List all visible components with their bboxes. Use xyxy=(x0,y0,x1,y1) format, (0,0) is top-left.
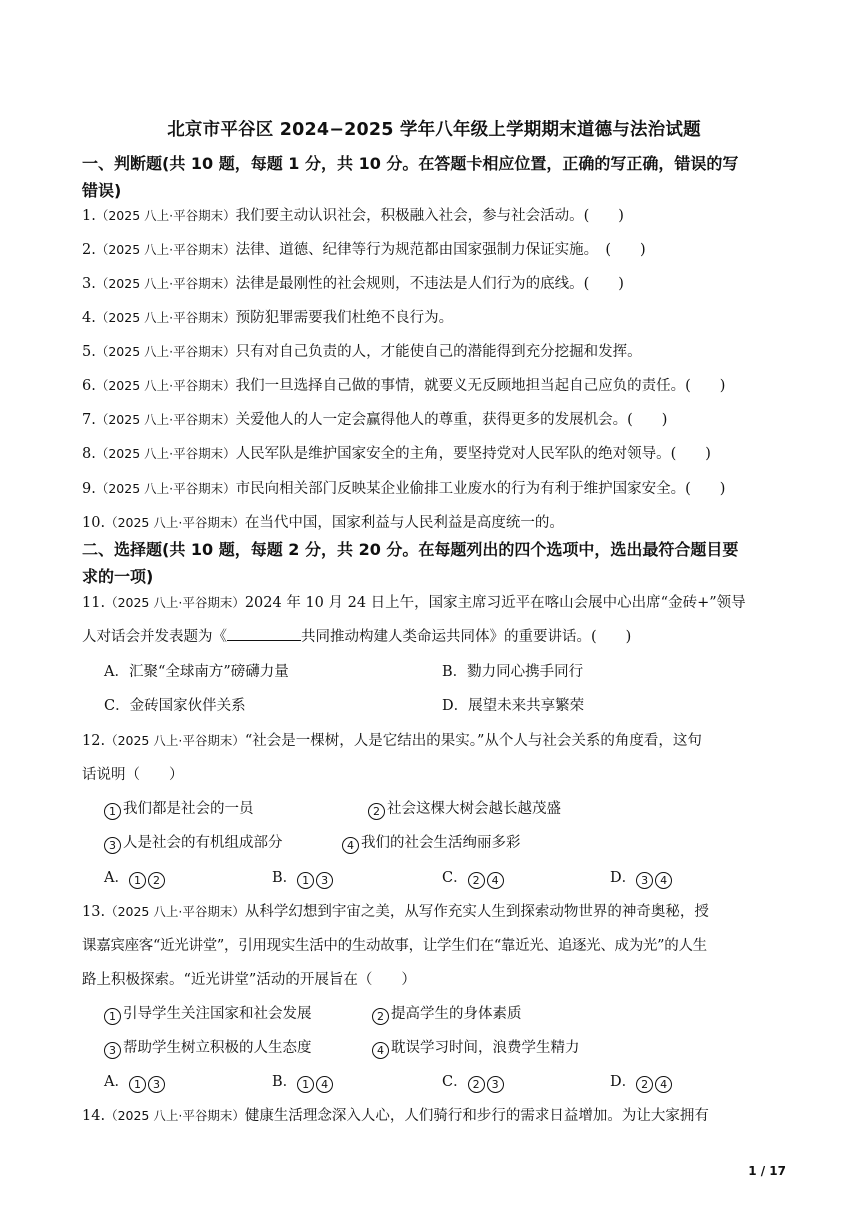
question-number: 9. xyxy=(82,481,96,497)
question-text: 2024 年 10 月 24 日上午，国家主席习近平在喀山会展中心出席“金砖+”领导 xyxy=(244,595,746,611)
statement-1 xyxy=(104,797,254,820)
option-b xyxy=(272,866,335,889)
question-source: （2025 八上·平谷期末） xyxy=(95,412,236,427)
statement-text: 引导学生关注国家和社会发展 xyxy=(123,1006,312,1022)
question-source: （2025 八上·平谷期末） xyxy=(95,481,236,496)
question-7 xyxy=(82,408,794,429)
statement-2 xyxy=(368,797,561,820)
question-text: 只有对自己负责的人，才能使自己的潜能得到充分挖掘和发挥。 xyxy=(235,344,642,360)
statement-text: 我们都是社会的一员 xyxy=(123,801,254,817)
circled-number: 1 xyxy=(104,1008,121,1025)
option-letter: A． xyxy=(104,1074,129,1090)
question-text: 人对话会并发表题为《 xyxy=(82,629,227,645)
question-4 xyxy=(82,306,794,327)
circled-number: 2 xyxy=(468,1076,485,1093)
section-heading-line: 一、判断题(共 10 题，每题 1 分，共 10 分。在答题卡相应位置，正确的写正确，错误的写 xyxy=(82,154,739,173)
circled-number: 1 xyxy=(297,1076,314,1093)
question-11-line2 xyxy=(82,625,794,646)
question-source: （2025 八上·平谷期末） xyxy=(95,446,236,461)
question-source: （2025 八上·平谷期末） xyxy=(95,276,236,291)
question-number: 8. xyxy=(82,446,96,462)
statement-text: 人是社会的有机组成部分 xyxy=(123,835,283,851)
question-source: （2025 八上·平谷期末） xyxy=(95,242,236,257)
statement-2 xyxy=(372,1002,522,1025)
statement-3 xyxy=(104,1036,312,1059)
section-heading-line: 二、选择题(共 10 题，每题 2 分，共 20 分。在每题列出的四个选项中，选出最符合题目要 xyxy=(82,540,739,559)
question-10 xyxy=(82,511,794,532)
question-source: （2025 八上·平谷期末） xyxy=(95,208,236,223)
question-source: （2025 八上·平谷期末） xyxy=(95,378,236,393)
statement-4 xyxy=(372,1036,580,1059)
circled-number: 3 xyxy=(148,1076,165,1093)
question-text: 法律、道德、纪律等行为规范都由国家强制力保证实施。 ( ) xyxy=(235,242,646,258)
circled-number: 4 xyxy=(655,872,672,889)
option-a: A．汇聚“全球南方”磅礴力量 xyxy=(104,664,289,680)
question-text: 从科学幻想到宇宙之美，从写作充实人生到探索动物世界的神奇奥秘，授 xyxy=(244,904,709,920)
question-text: 在当代中国，国家利益与人民利益是高度统一的。 xyxy=(244,515,564,531)
question-11 xyxy=(82,591,794,612)
question-number: 6. xyxy=(82,378,96,394)
statement-3 xyxy=(104,831,283,854)
question-12 xyxy=(82,729,794,750)
question-text: 预防犯罪需要我们杜绝不良行为。 xyxy=(235,310,454,326)
question-source: （2025 八上·平谷期末） xyxy=(105,733,245,748)
question-number: 7. xyxy=(82,412,96,428)
question-13-line2: 课嘉宾座客“近光讲堂”，引用现实生活中的生动故事，让学生们在“靠近光、追逐光、成为光”的人生 xyxy=(82,938,707,954)
question-source: （2025 八上·平谷期末） xyxy=(95,344,236,359)
circled-number: 2 xyxy=(148,872,165,889)
option-letter: C． xyxy=(442,1074,468,1090)
section-heading-line: 求的一项) xyxy=(82,567,154,586)
option-b: B．勠力同心携手同行 xyxy=(442,664,584,680)
circled-number: 1 xyxy=(297,872,314,889)
circled-number: 2 xyxy=(636,1076,653,1093)
circled-number: 3 xyxy=(104,837,121,854)
option-d xyxy=(610,866,674,889)
question-8 xyxy=(82,442,794,463)
circled-number: 1 xyxy=(129,872,146,889)
question-number: 13. xyxy=(82,904,106,920)
option-b xyxy=(272,1070,335,1093)
section-heading-choice xyxy=(82,536,794,590)
question-number: 4. xyxy=(82,310,96,326)
question-6 xyxy=(82,374,794,395)
option-letter: B． xyxy=(272,1074,298,1090)
statement-text: 我们的社会生活绚丽多彩 xyxy=(361,835,521,851)
question-source: （2025 八上·平谷期末） xyxy=(105,1108,245,1123)
page-title: 北京市平谷区 2024−2025 学年八年级上学期期末道德与法治试题 xyxy=(167,120,701,140)
question-source: （2025 八上·平谷期末） xyxy=(95,310,236,325)
statement-text: 帮助学生树立积极的人生态度 xyxy=(123,1040,312,1056)
question-3 xyxy=(82,272,794,293)
circled-number: 4 xyxy=(487,872,504,889)
question-13 xyxy=(82,900,794,921)
option-d: D．展望未来共享繁荣 xyxy=(442,698,585,714)
circled-number: 2 xyxy=(368,803,385,820)
question-9 xyxy=(82,477,794,498)
question-text: “社会是一棵树，人是它结出的果实。”从个人与社会关系的角度看，这句 xyxy=(244,733,702,749)
question-13-line3: 路上积极探索。“近光讲堂”活动的开展旨在（ ） xyxy=(82,972,416,988)
statement-text: 提高学生的身体素质 xyxy=(391,1006,522,1022)
option-letter: D． xyxy=(610,1074,637,1090)
option-d xyxy=(610,1070,674,1093)
option-letter: B． xyxy=(272,870,298,886)
page-number: 1 / 17 xyxy=(748,1164,786,1178)
question-number: 11. xyxy=(82,595,106,611)
question-text: 人民军队是维护国家安全的主角，要坚持党对人民军队的绝对领导。( ) xyxy=(235,446,711,462)
question-1 xyxy=(82,204,794,225)
question-2 xyxy=(82,238,794,259)
circled-number: 3 xyxy=(636,872,653,889)
option-a xyxy=(104,1070,167,1093)
question-text: 我们要主动认识社会，积极融入社会，参与社会活动。( ) xyxy=(235,208,624,224)
question-12-line2: 话说明（ ） xyxy=(82,767,184,783)
question-source: （2025 八上·平谷期末） xyxy=(105,515,245,530)
circled-number: 3 xyxy=(316,872,333,889)
circled-number: 4 xyxy=(655,1076,672,1093)
option-c xyxy=(442,1070,506,1093)
question-number: 12. xyxy=(82,733,106,749)
circled-number: 3 xyxy=(487,1076,504,1093)
circled-number: 1 xyxy=(129,1076,146,1093)
question-text: 关爱他人的人一定会赢得他人的尊重，获得更多的发展机会。( ) xyxy=(235,412,668,428)
circled-number: 2 xyxy=(468,872,485,889)
fill-blank xyxy=(227,628,301,641)
circled-number: 4 xyxy=(372,1042,389,1059)
section-heading-line: 错误) xyxy=(82,181,122,200)
option-a xyxy=(104,866,167,889)
question-14 xyxy=(82,1104,794,1125)
question-text: 市民向相关部门反映某企业偷排工业废水的行为有利于维护国家安全。( ) xyxy=(235,481,726,497)
question-text: 健康生活理念深入人心，人们骑行和步行的需求日益增加。为让大家拥有 xyxy=(244,1108,709,1124)
question-number: 14. xyxy=(82,1108,106,1124)
question-text: 我们一旦选择自己做的事情，就要义无反顾地担当起自己应负的责任。( ) xyxy=(235,378,726,394)
option-letter: D． xyxy=(610,870,637,886)
statement-1 xyxy=(104,1002,312,1025)
option-letter: C． xyxy=(442,870,468,886)
question-number: 10. xyxy=(82,515,106,531)
option-letter: A． xyxy=(104,870,129,886)
statement-text: 社会这棵大树会越长越茂盛 xyxy=(387,801,561,817)
question-source: （2025 八上·平谷期末） xyxy=(105,904,245,919)
statement-4 xyxy=(342,831,521,854)
question-text: 法律是最刚性的社会规则，不违法是人们行为的底线。( ) xyxy=(235,276,624,292)
question-number: 2. xyxy=(82,242,96,258)
section-heading-judgment xyxy=(82,150,794,204)
circled-number: 2 xyxy=(372,1008,389,1025)
question-source: （2025 八上·平谷期末） xyxy=(105,595,245,610)
circled-number: 3 xyxy=(104,1042,121,1059)
circled-number: 1 xyxy=(104,803,121,820)
circled-number: 4 xyxy=(342,837,359,854)
question-number: 3. xyxy=(82,276,96,292)
option-c xyxy=(442,866,506,889)
question-number: 1. xyxy=(82,208,96,224)
option-c: C．金砖国家伙伴关系 xyxy=(104,698,246,714)
circled-number: 4 xyxy=(316,1076,333,1093)
statement-text: 耽误学习时间，浪费学生精力 xyxy=(391,1040,580,1056)
question-text: 共同推动构建人类命运共同体》的重要讲话。( ) xyxy=(301,629,632,645)
question-number: 5. xyxy=(82,344,96,360)
question-5 xyxy=(82,340,794,361)
